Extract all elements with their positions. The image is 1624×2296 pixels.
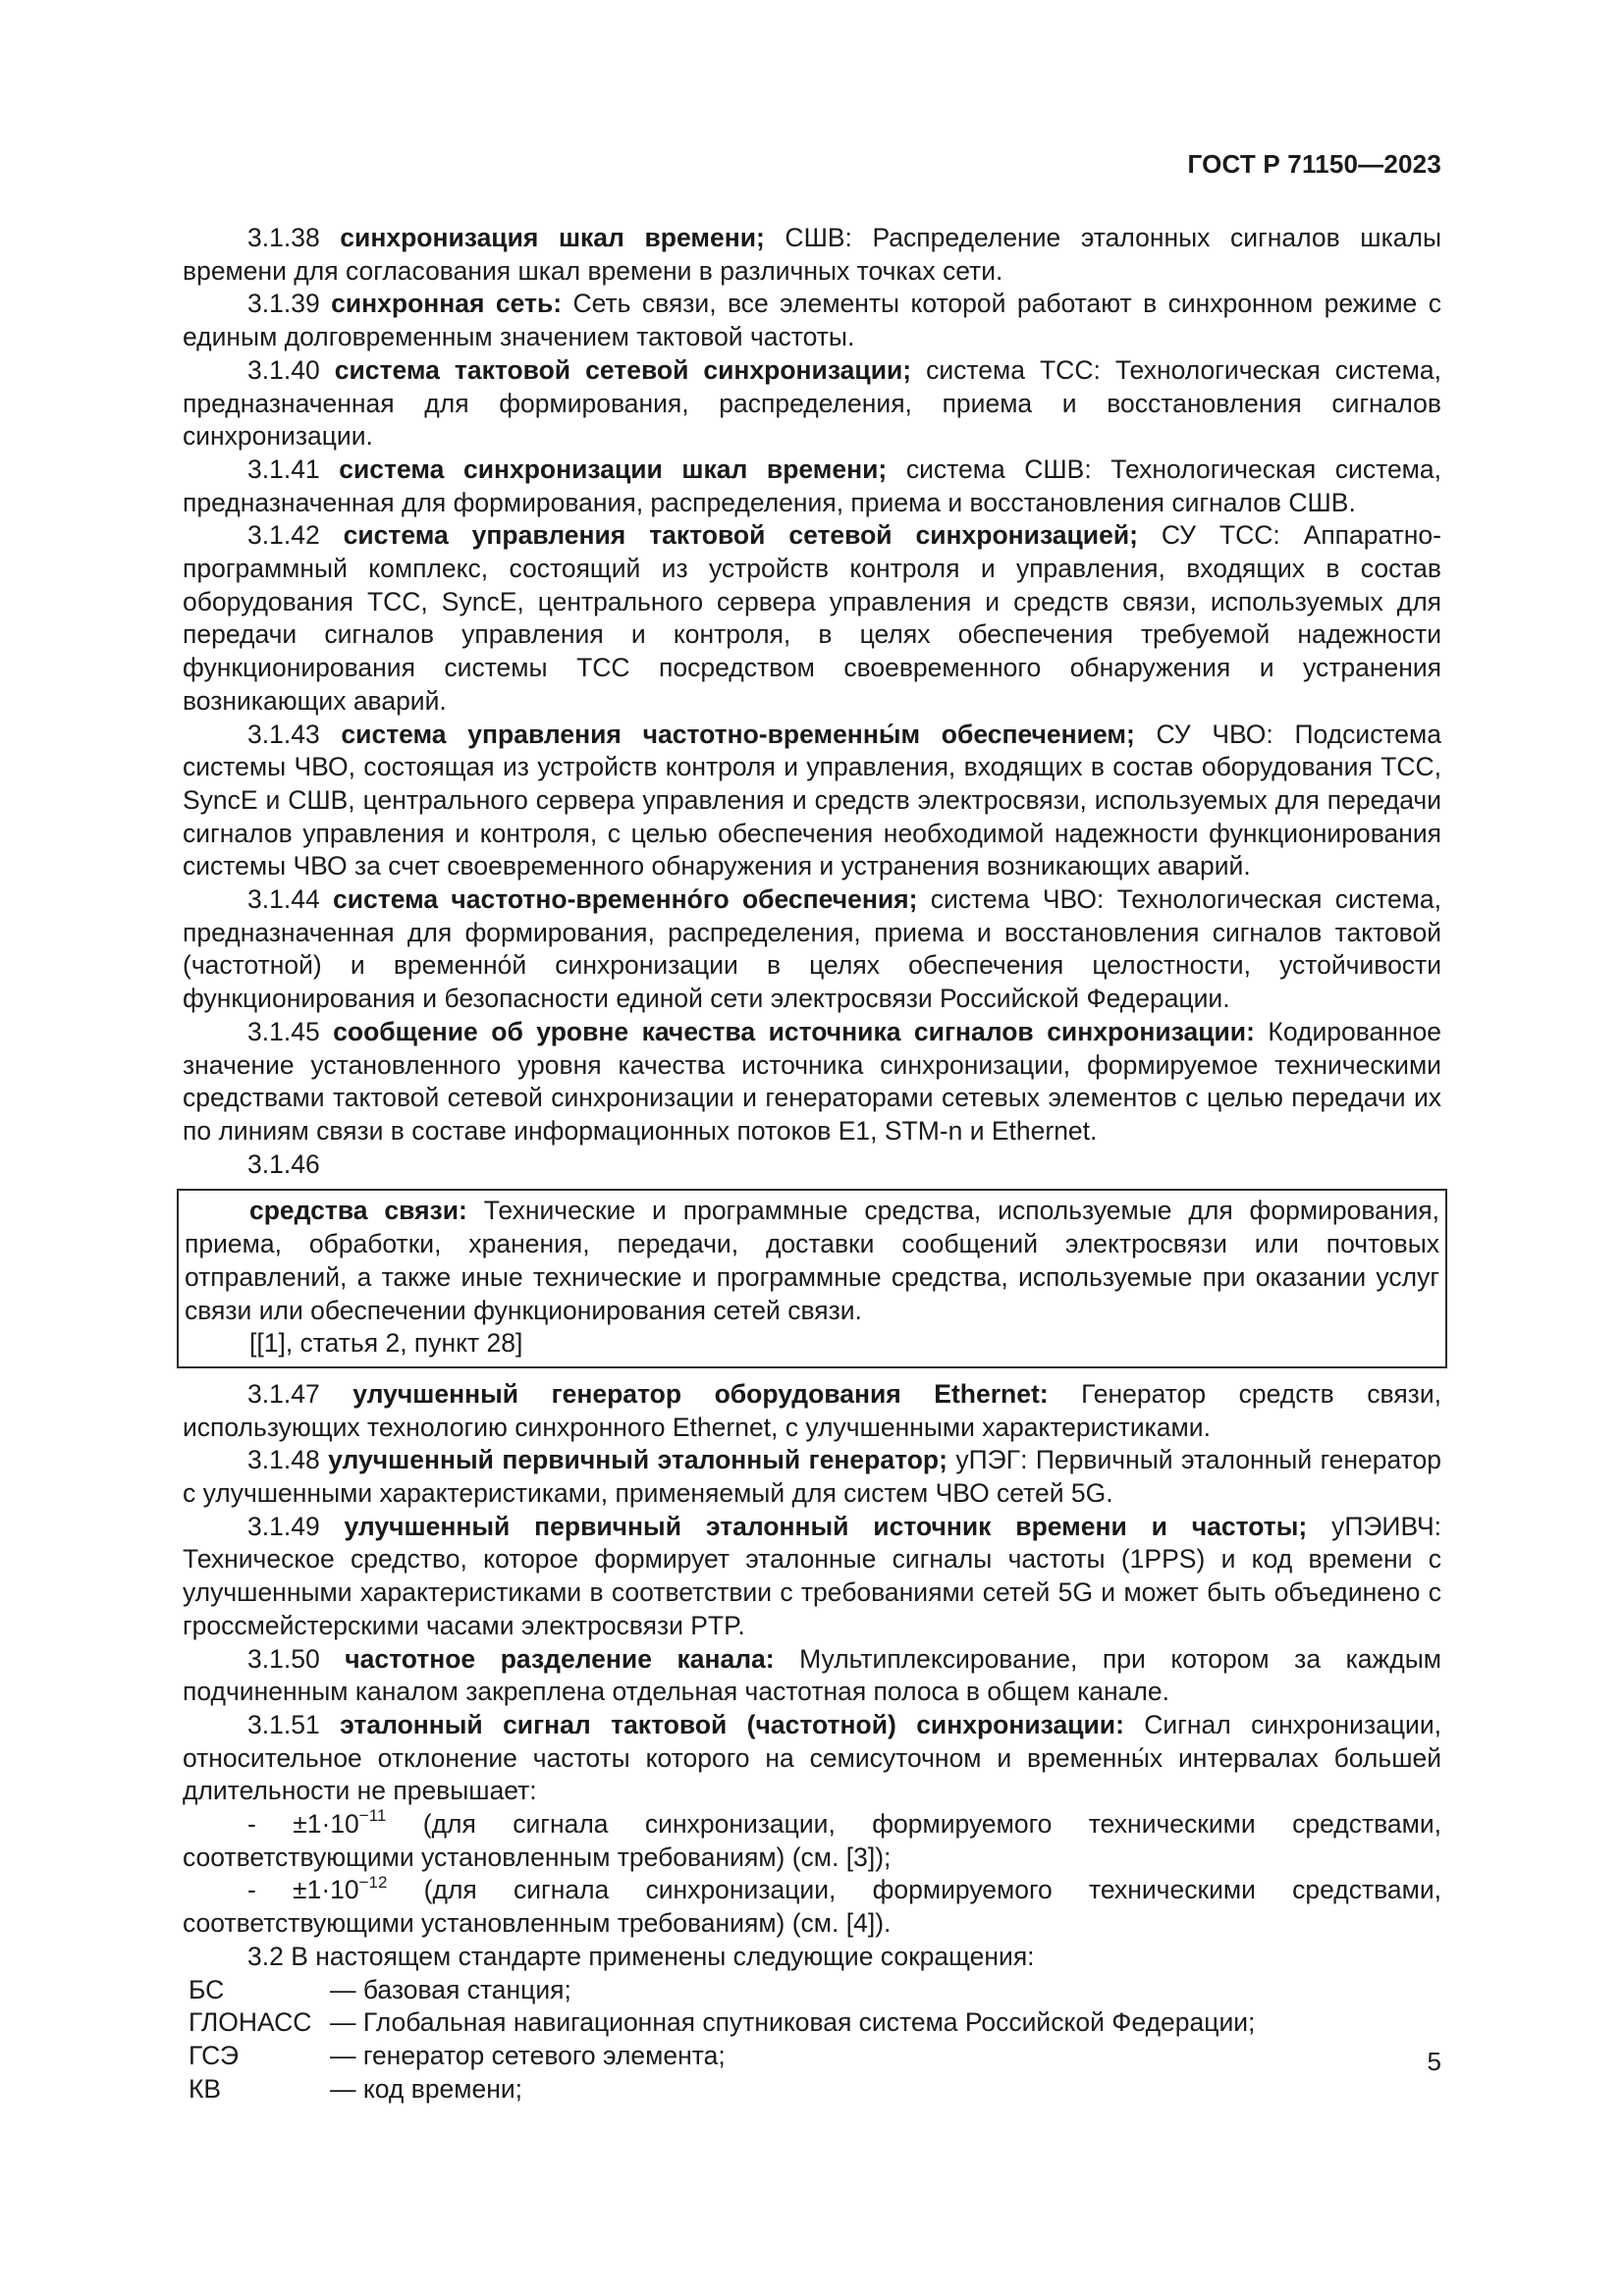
term-3-1-51 [183,1709,1441,1808]
term-definition: Сеть связи, все элементы которой работают в синхронном режиме с единым долговременным значением тактовой частоты. [183,289,1441,352]
term-3-1-48 [183,1444,1441,1510]
term-title: частотное разделение канала: [345,1643,775,1674]
tolerance-item [183,1808,1441,1874]
page-content [183,222,1441,2106]
term-3-1-41 [183,454,1441,519]
term-definition: система СШВ: Технологическая система, предназначенная для формирования, распределения, приема и восстановления сигналов СШВ. [183,454,1441,517]
term-number: 3.1.39 [247,289,320,319]
term-3-1-43 [183,719,1441,884]
term-definition: СУ ЧВО: Подсистема системы ЧВО, состоящая из устройств контроля и управления, входящих в состав оборудования ТСС, SyncE и СШВ, центрального сервера управления и средств электросвязи, используемых для передачи сигналов управления и контроля, с целью обеспечения необходимой надежности функционирования системы ЧВО за счет своевременного обнаружения и устранения возникающих аварий. [183,719,1441,881]
term-number: 3.1.47 [247,1378,320,1409]
term-title: система управления тактовой сетевой синхронизацией; [343,520,1138,551]
term-number: 3.1.48 [247,1445,320,1475]
tolerance-item [183,1874,1441,1940]
abbreviation-code: КВ [189,2073,222,2104]
term-definition: СШВ: Распределение эталонных сигналов шкалы времени для согласования шкал времени в различных точках сети. [183,223,1441,286]
abbreviation-definition: — код времени; [330,2073,523,2104]
term-3-1-49 [183,1511,1441,1643]
term-number: 3.1.42 [247,520,320,551]
term-definition: уПЭГ: Первичный эталонный генератор с улучшенными характеристиками, применяемый для систем ЧВО сетей 5G. [183,1445,1441,1509]
tolerance-exponent: −11 [358,1806,387,1826]
abbreviation-definition: — Глобальная навигационная спутниковая система Российской Федерации; [330,2007,1256,2038]
tolerance-value: - ±1·10 [247,1809,359,1840]
term-title: улучшенный первичный эталонный источник времени и частоты; [344,1511,1308,1541]
term-number: 3.1.43 [247,719,320,749]
term-title: синхронная сеть: [331,289,563,319]
term-number: 3.1.38 [247,223,320,252]
quoted-definition-box [177,1189,1447,1368]
tolerance-note: (для сигнала синхронизации, формируемого техническими средствами, соответствующими установленным требованиям) (см. [3]); [183,1809,1441,1872]
abbreviation-code: ГСЭ [189,2040,240,2070]
term-definition: Мультиплексирование, при котором за каждым подчиненным каналом закреплена отдельная частотная полоса в общем канале. [183,1643,1441,1707]
abbreviation-row [183,2073,1441,2107]
term-definition: СУ ТСС: Аппаратно-программный комплекс, состоящий из устройств контроля и управления, входящих в состав оборудования ТСС, SyncE, центрального сервера управления и средств связи, используемых для передачи сигналов управления и контроля, в целях обеспечения требуемой надежности функционирования системы ТСС посредством своевременного обнаружения и устранения возникающих аварий. [183,520,1441,716]
term-definition: Технические и программные средства, используемые для формирования, приема, обработки, хранения, передачи, доставки сообщений электросвязи или почтовых отправлений, а также иные технические и программные средства, используемые при оказании услуг связи или обеспечении функционирования сетей связи. [185,1196,1440,1325]
abbreviation-row [183,2006,1441,2040]
page-number: 5 [1427,2047,1441,2076]
term-title: система управления частотно-временны́м обеспечением; [341,719,1135,749]
term-title: система частотно-временно́го обеспечения; [332,884,918,915]
term-title: улучшенный первичный эталонный генератор; [328,1445,947,1475]
abbreviation-row [183,1974,1441,2007]
term-number: 3.1.49 [247,1511,320,1541]
abbreviation-definition: — базовая станция; [330,1974,571,2004]
term-number: 3.1.41 [247,454,320,484]
term-3-1-38 [183,222,1441,288]
term-3-1-47 [183,1378,1441,1444]
term-definition: Кодированное значение установленного уровня качества источника синхронизации, формируемое техническими средствами тактовой сетевой синхронизации и генераторами сетевых элементов с целью передачи их по линиям связи в составе информационных потоков E1, STM-n и Ethernet. [183,1016,1441,1146]
abbreviation-code: БС [189,1974,225,2004]
term-title: система тактовой сетевой синхронизации; [334,354,912,385]
term-title: улучшенный генератор оборудования Ethernet: [352,1378,1049,1409]
abbreviation-definition: — генератор сетевого элемента; [330,2040,726,2070]
term-number: 3.1.40 [247,354,320,385]
document-id-header: ГОСТ Р 71150—2023 [1187,149,1441,179]
term-title: система синхронизации шкал времени; [339,454,888,484]
abbreviations-intro: 3.2 В настоящем стандарте применены следующие сокращения: [247,1941,1035,1971]
term-3-1-42 [183,519,1441,718]
term-title: эталонный сигнал тактовой (частотной) синхронизации: [340,1709,1124,1739]
term-number: 3.1.44 [247,884,320,915]
definition-source-reference: [[1], статья 2, пункт 28] [249,1328,523,1359]
term-number: 3.1.51 [247,1709,320,1739]
abbreviation-code: ГЛОНАСС [189,2007,312,2038]
tolerance-exponent: −12 [358,1872,388,1892]
term-3-1-40 [183,354,1441,454]
tolerance-value: - ±1·10 [247,1875,359,1905]
term-title: синхронизация шкал времени; [340,223,765,252]
abbreviation-row [183,2040,1441,2073]
term-3-1-46 [185,1195,1439,1327]
term-3-1-44 [183,883,1441,1016]
term-3-1-50 [183,1643,1441,1709]
tolerance-note: (для сигнала синхронизации, формируемого техническими средствами, соответствующими установленным требованиям) (см. [4]). [183,1875,1441,1939]
term-3-1-45 [183,1016,1441,1148]
term-definition: уПЭИВЧ: Техническое средство, которое формирует эталонные сигналы частоты (1PPS) и код времени с улучшенными характеристиками в соответствии с требованиями сетей 5G и может быть объединено с гроссмейстерскими часами электросвязи PTP. [183,1511,1441,1640]
term-number: 3.1.45 [247,1016,320,1046]
term-title: сообщение об уровне качества источника сигналов синхронизации: [333,1016,1255,1046]
term-title: средства связи: [249,1196,467,1226]
term-number: 3.1.50 [247,1643,320,1674]
term-definition: Сигнал синхронизации, относительное отклонение частоты которого на семисуточном и временны́х интервалах большей длительности не превышает: [183,1709,1441,1806]
term-definition: система ЧВО: Технологическая система, предназначенная для формирования, распределения, приема и восстановления сигналов тактовой (частотной) и временно́й синхронизации в целях обеспечения целостности, устойчивости функционирования и безопасности единой сети электросвязи Российской Федерации. [183,884,1442,1014]
term-3-1-46-number: 3.1.46 [247,1148,320,1179]
term-definition: система ТСС: Технологическая система, предназначенная для формирования, распределения, приема и восстановления сигналов синхронизации. [183,354,1441,452]
term-3-1-39 [183,288,1441,353]
term-definition: Генератор средств связи, использующих технологию синхронного Ethernet, с улучшенными характеристиками. [183,1378,1441,1442]
